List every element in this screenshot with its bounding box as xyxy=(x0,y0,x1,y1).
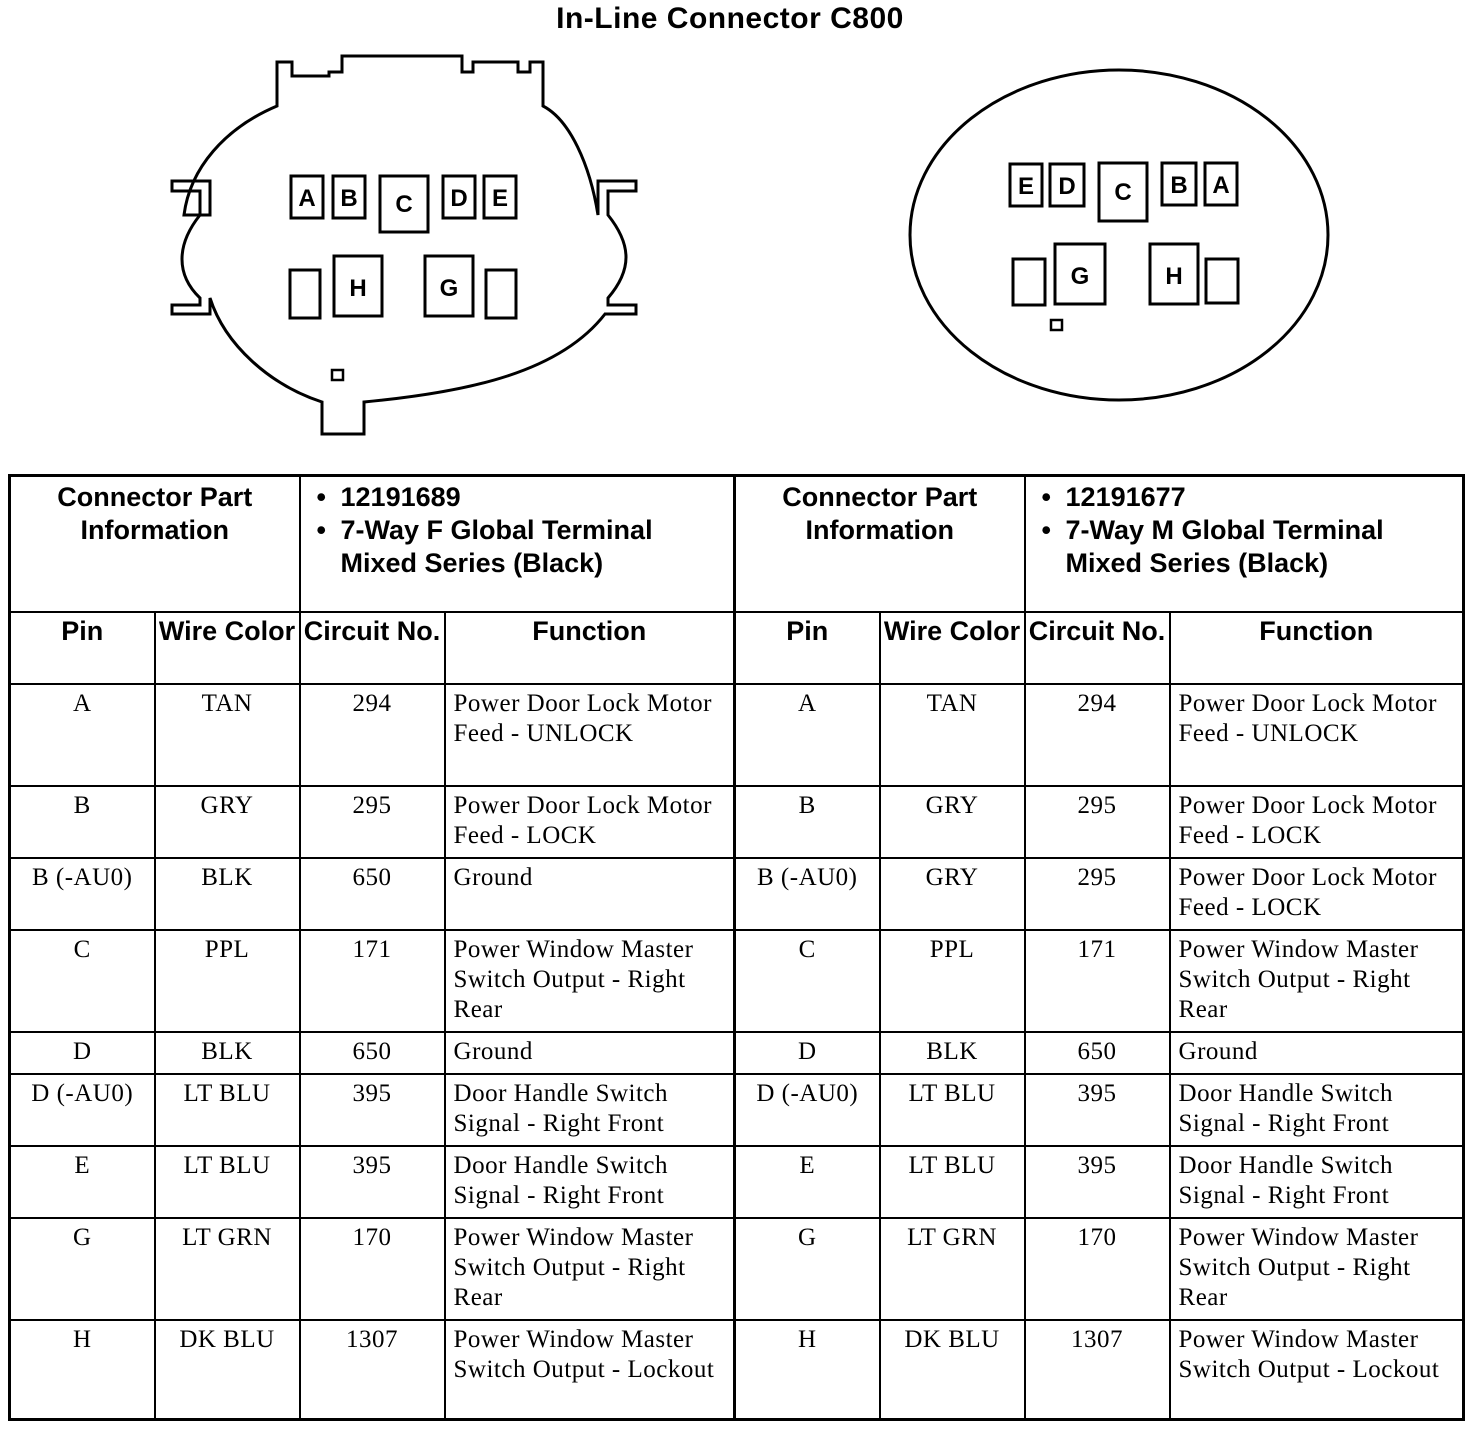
left-circuit-cell: 650 xyxy=(352,1037,392,1065)
left-part-number: • 12191689 xyxy=(341,481,730,514)
right-function-cell: Power Window Master Switch Output - Lockout xyxy=(1178,1325,1440,1383)
right-function-cell: Power Door Lock Motor Feed - LOCK xyxy=(1178,863,1437,921)
male-connector-body xyxy=(910,70,1328,400)
right-info-label: Connector Part Information xyxy=(782,482,978,545)
male-pin-label: B xyxy=(1170,172,1188,199)
left-circuit-cell: 395 xyxy=(352,1079,392,1107)
left-circuit-cell: 1307 xyxy=(346,1325,399,1353)
right-circuit-cell: 295 xyxy=(1077,791,1117,819)
left-wire-color-cell: LT GRN xyxy=(182,1223,272,1251)
right-circuit-cell: 650 xyxy=(1077,1037,1117,1065)
left-pin-cell: E xyxy=(74,1151,91,1179)
right-wire-color-cell: LT BLU xyxy=(908,1079,996,1107)
column-header: Circuit No. xyxy=(303,615,441,646)
left-pin-cell: A xyxy=(72,689,92,717)
right-function-cell: Power Door Lock Motor Feed - UNLOCK xyxy=(1178,689,1437,747)
right-circuit-cell: 294 xyxy=(1077,689,1117,717)
female-pin-label: D xyxy=(450,185,468,212)
female-cavity-empty-1 xyxy=(290,270,320,318)
left-wire-color-cell: TAN xyxy=(201,689,253,717)
right-pin-cell: D xyxy=(797,1037,817,1065)
right-wire-color-cell: GRY xyxy=(925,863,979,891)
right-wire-color-cell: LT GRN xyxy=(907,1223,997,1251)
female-pin-label: G xyxy=(439,275,459,302)
right-pin-cell: D (-AU0) xyxy=(756,1079,859,1107)
right-part-number: • 12191677 xyxy=(1066,481,1459,514)
left-part-info xyxy=(301,477,734,580)
right-pin-cell: E xyxy=(799,1151,816,1179)
left-function-cell: Power Window Master Switch Output - Lockout xyxy=(453,1325,715,1383)
right-circuit-cell: 170 xyxy=(1077,1223,1117,1251)
male-pin-label: C xyxy=(1114,179,1132,206)
right-wire-color-cell: PPL xyxy=(929,935,975,963)
left-pin-cell: H xyxy=(72,1325,92,1353)
connector-info-row xyxy=(10,476,1464,612)
right-circuit-cell: 395 xyxy=(1077,1151,1117,1179)
left-pin-cell: D (-AU0) xyxy=(31,1079,134,1107)
female-pin-label: B xyxy=(340,185,358,212)
left-function-cell: Power Window Master Switch Output - Right Rear xyxy=(453,1223,694,1311)
left-wire-color-cell: LT BLU xyxy=(183,1151,271,1179)
left-pin-cell: C xyxy=(73,935,91,963)
left-wire-color-cell: GRY xyxy=(200,791,254,819)
right-circuit-cell: 1307 xyxy=(1071,1325,1124,1353)
pin-rows xyxy=(10,684,1464,1420)
left-function-cell: Power Door Lock Motor Feed - UNLOCK xyxy=(453,689,712,747)
right-pin-cell: A xyxy=(797,689,817,717)
left-part-info-cell xyxy=(300,476,735,612)
right-part-info xyxy=(1026,477,1463,580)
right-pin-cell: B (-AU0) xyxy=(757,863,858,891)
column-header-row xyxy=(10,612,1464,684)
right-function-cell: Power Door Lock Motor Feed - LOCK xyxy=(1178,791,1437,849)
male-pin-label: D xyxy=(1058,173,1076,200)
table-row xyxy=(10,930,1464,1032)
right-function-cell: Door Handle Switch Signal - Right Front xyxy=(1178,1151,1394,1209)
column-header: Wire Color xyxy=(158,615,296,646)
table-row xyxy=(10,858,1464,930)
left-function-cell: Door Handle Switch Signal - Right Front xyxy=(453,1151,669,1209)
female-pin-label: C xyxy=(395,191,413,218)
column-header: Function xyxy=(1259,615,1374,646)
left-wire-color-cell: PPL xyxy=(204,935,250,963)
right-wire-color-cell: BLK xyxy=(926,1037,978,1065)
left-function-cell: Power Door Lock Motor Feed - LOCK xyxy=(453,791,712,849)
column-header: Function xyxy=(532,615,647,646)
female-pin-label: A xyxy=(298,185,316,212)
left-wire-color-cell: BLK xyxy=(201,863,253,891)
column-header: Wire Color xyxy=(883,615,1021,646)
table-row xyxy=(10,1032,1464,1074)
left-circuit-cell: 295 xyxy=(352,791,392,819)
right-function-cell: Power Window Master Switch Output - Right Rear xyxy=(1178,935,1419,1023)
table-row xyxy=(10,1320,1464,1420)
left-pin-cell: B xyxy=(73,791,91,819)
connector-face-views xyxy=(0,0,1472,460)
right-circuit-cell: 171 xyxy=(1077,935,1117,963)
male-cavity-empty-1 xyxy=(1013,259,1045,305)
female-connector-body xyxy=(172,56,636,434)
table-row xyxy=(10,1218,1464,1320)
left-info-label-cell xyxy=(10,476,300,612)
right-pin-cell: B xyxy=(798,791,816,819)
left-circuit-cell: 650 xyxy=(352,863,392,891)
column-header: Circuit No. xyxy=(1028,615,1166,646)
right-pin-cell: H xyxy=(797,1325,817,1353)
column-header: Pin xyxy=(786,615,829,646)
table-row xyxy=(10,786,1464,858)
column-header: Pin xyxy=(61,615,104,646)
right-pin-cell: C xyxy=(798,935,816,963)
left-function-cell: Door Handle Switch Signal - Right Front xyxy=(453,1079,669,1137)
right-wire-color-cell: GRY xyxy=(925,791,979,819)
female-cavity-empty-2 xyxy=(486,270,516,318)
left-circuit-cell: 171 xyxy=(352,935,392,963)
left-circuit-cell: 294 xyxy=(352,689,392,717)
left-wire-color-cell: LT BLU xyxy=(183,1079,271,1107)
left-function-cell: Ground xyxy=(453,863,533,891)
left-pin-cell: G xyxy=(72,1223,92,1251)
right-wire-color-cell: TAN xyxy=(926,689,978,717)
left-function-cell: Power Window Master Switch Output - Right Rear xyxy=(453,935,694,1023)
right-circuit-cell: 295 xyxy=(1077,863,1117,891)
left-wire-color-cell: DK BLU xyxy=(179,1325,275,1353)
male-cavity-empty-2 xyxy=(1206,259,1238,303)
left-wire-color-cell: BLK xyxy=(201,1037,253,1065)
right-function-cell: Door Handle Switch Signal - Right Front xyxy=(1178,1079,1394,1137)
right-function-cell: Power Window Master Switch Output - Right Rear xyxy=(1178,1223,1419,1311)
female-pin-labels xyxy=(298,185,508,302)
page-title: In-Line Connector C800 xyxy=(556,2,904,35)
table-row xyxy=(10,1146,1464,1218)
male-pin-label: H xyxy=(1165,263,1183,290)
right-circuit-cell: 395 xyxy=(1077,1079,1117,1107)
left-part-description: • 7-Way F Global Terminal Mixed Series (Black) xyxy=(341,514,730,580)
left-pin-cell: D xyxy=(72,1037,92,1065)
left-circuit-cell: 395 xyxy=(352,1151,392,1179)
male-pin-label: G xyxy=(1070,263,1090,290)
male-pin-label: E xyxy=(1017,173,1035,200)
right-part-info-cell xyxy=(1025,476,1464,612)
right-pin-cell: G xyxy=(797,1223,817,1251)
left-info-label: Connector Part Information xyxy=(57,482,253,545)
left-circuit-cell: 170 xyxy=(352,1223,392,1251)
right-part-description: • 7-Way M Global Terminal Mixed Series (Black) xyxy=(1066,514,1459,580)
right-info-label-cell xyxy=(735,476,1025,612)
right-function-cell: Ground xyxy=(1178,1037,1258,1065)
right-wire-color-cell: DK BLU xyxy=(904,1325,1000,1353)
table-row xyxy=(10,684,1464,786)
female-pin-label: H xyxy=(349,275,367,302)
female-pin-label: E xyxy=(491,185,509,212)
right-wire-color-cell: LT BLU xyxy=(908,1151,996,1179)
pinout-table xyxy=(8,474,1465,1421)
male-pin-label: A xyxy=(1212,172,1230,199)
left-pin-cell: B (-AU0) xyxy=(31,863,133,891)
table-row xyxy=(10,1074,1464,1146)
left-function-cell: Ground xyxy=(453,1037,533,1065)
